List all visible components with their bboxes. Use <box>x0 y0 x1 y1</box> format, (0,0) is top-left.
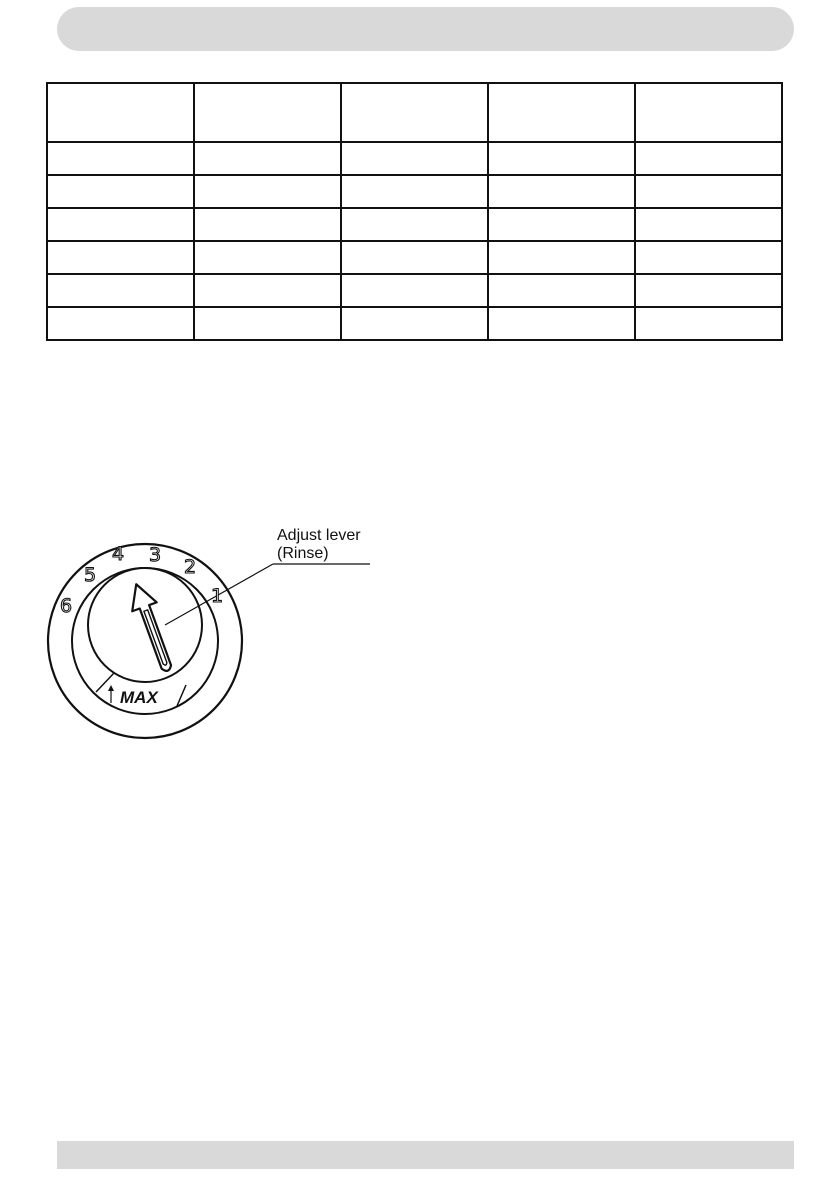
settings-table <box>46 82 783 341</box>
table-header-cell <box>194 83 341 142</box>
table-cell <box>47 208 194 241</box>
table-cell <box>194 142 341 175</box>
table-cell <box>488 175 635 208</box>
table-cell <box>341 175 488 208</box>
table-row <box>47 208 782 241</box>
table-cell <box>47 142 194 175</box>
table-row <box>47 307 782 340</box>
table-row <box>47 274 782 307</box>
table-cell <box>47 175 194 208</box>
page-header-bar <box>57 7 794 51</box>
page-footer-bar <box>57 1141 794 1169</box>
table-header-row <box>47 83 782 142</box>
table-cell <box>341 307 488 340</box>
table-cell <box>488 241 635 274</box>
table-header-cell <box>488 83 635 142</box>
adjust-lever-callout <box>277 527 361 563</box>
table-cell <box>341 241 488 274</box>
scale-label: 2 <box>184 556 197 578</box>
table-row <box>47 175 782 208</box>
scale-label: 4 <box>112 543 125 565</box>
scale-label: 1 <box>211 585 224 607</box>
table-cell <box>488 274 635 307</box>
scale-label: 3 <box>149 544 162 566</box>
table-cell <box>47 241 194 274</box>
table-cell <box>194 241 341 274</box>
table-cell <box>194 307 341 340</box>
table-cell <box>635 142 782 175</box>
table-cell <box>194 175 341 208</box>
table-cell <box>635 175 782 208</box>
table-cell <box>635 208 782 241</box>
table-cell <box>488 208 635 241</box>
table-cell <box>341 274 488 307</box>
table-row <box>47 142 782 175</box>
callout-line-2: (Rinse) <box>277 545 329 562</box>
table-row <box>47 241 782 274</box>
scale-label: 6 <box>60 595 73 617</box>
table-cell <box>47 307 194 340</box>
max-label: MAX <box>120 688 158 707</box>
table-header-cell <box>47 83 194 142</box>
table-cell <box>635 307 782 340</box>
table-header-cell <box>341 83 488 142</box>
table-cell <box>194 208 341 241</box>
callout-line-1: Adjust lever <box>277 527 361 544</box>
scale-label: 5 <box>84 564 97 586</box>
table-cell <box>194 274 341 307</box>
table-cell <box>47 274 194 307</box>
table-cell <box>635 274 782 307</box>
table-header-cell <box>635 83 782 142</box>
table-cell <box>488 307 635 340</box>
table-cell <box>635 241 782 274</box>
table-cell <box>488 142 635 175</box>
table-cell <box>341 208 488 241</box>
table-cell <box>341 142 488 175</box>
